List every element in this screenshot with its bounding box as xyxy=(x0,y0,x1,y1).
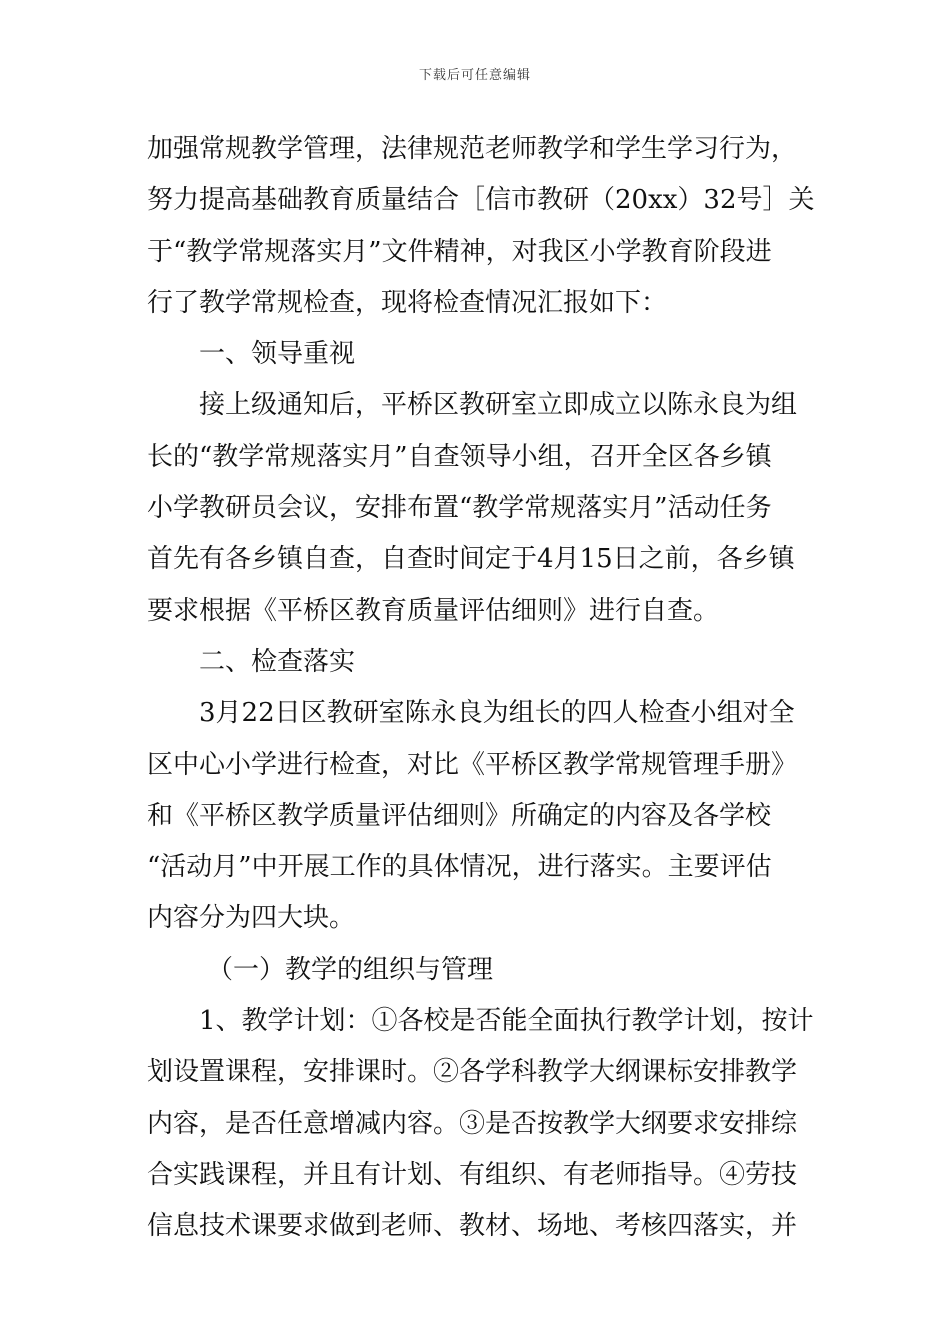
text-line: 合实践课程，并且有计划、有组织、有老师指导。④劳技 xyxy=(147,1159,798,1190)
header-note: 下载后可任意编辑 xyxy=(418,68,531,83)
section-heading: 一、领导重视 xyxy=(199,339,356,370)
text-line: 长的“教学常规落实月”自查领导小组，召开全区各乡镇 xyxy=(147,441,772,472)
text-line: 3月22日区教研室陈永良为组长的四人检查小组对全 xyxy=(199,698,795,729)
subsection-heading: （一）教学的组织与管理 xyxy=(207,954,494,985)
text-line: 内容，是否任意增减内容。③是否按教学大纲要求安排综 xyxy=(147,1108,798,1139)
text-line: 区中心小学进行检查，对比《平桥区教学常规管理手册》 xyxy=(147,749,798,780)
text-line: 于“教学常规落实月”文件精神，对我区小学教育阶段进 xyxy=(147,236,772,267)
text-line: 划设置课程，安排课时。②各学科教学大纲课标安排教学 xyxy=(147,1057,798,1088)
text-line: 和《平桥区教学质量评估细则》所确定的内容及各学校 xyxy=(147,800,772,831)
document-body xyxy=(147,124,815,1253)
text-line: 接上级通知后，平桥区教研室立即成立以陈永良为组 xyxy=(199,390,798,421)
text-line: 内容分为四大块。 xyxy=(147,903,356,934)
text-line: 行了教学常规检查，现将检查情况汇报如下： xyxy=(147,287,668,318)
section-heading: 二、检查落实 xyxy=(199,646,356,677)
text-line: 加强常规教学管理，法律规范老师教学和学生学习行为， xyxy=(147,134,798,164)
text-line: 努力提高基础教育质量结合［信市教研（20xx）32号］关 xyxy=(147,185,815,216)
text-line: 要求根据《平桥区教育质量评估细则》进行自查。 xyxy=(147,595,720,626)
text-line: 1、教学计划：①各校是否能全面执行教学计划，按计 xyxy=(199,1006,814,1037)
text-line: 信息技术课要求做到老师、教材、场地、考核四落实，并 xyxy=(147,1211,798,1242)
text-line: “活动月”中开展工作的具体情况，进行落实。主要评估 xyxy=(147,852,772,883)
text-line: 小学教研员会议，安排布置“教学常规落实月”活动任务 xyxy=(147,493,772,524)
text-line: 首先有各乡镇自查，自查时间定于4月15日之前，各乡镇 xyxy=(147,544,795,575)
